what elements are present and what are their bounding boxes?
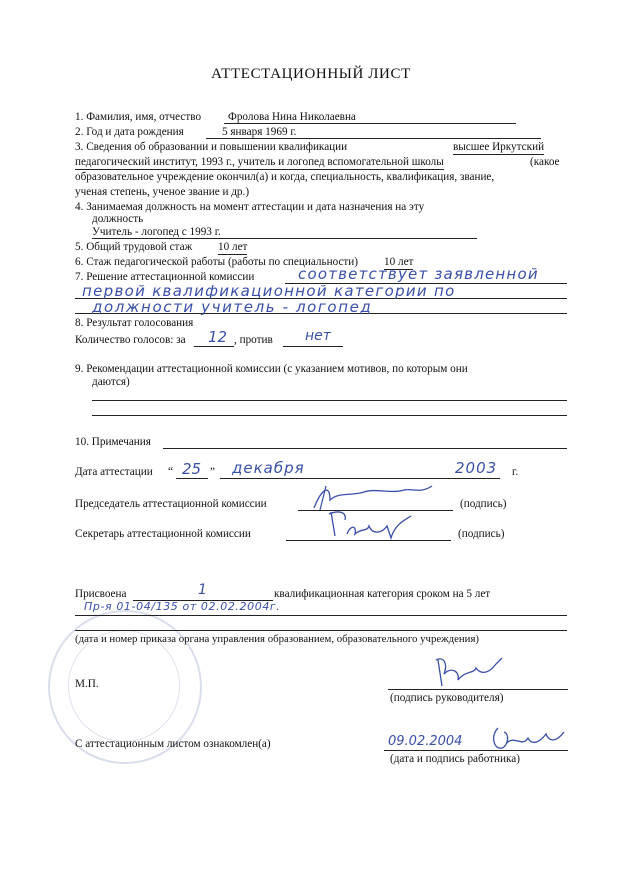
order-line-2: [75, 630, 567, 631]
item7-handwritten-2: первой квалификационной категории по: [82, 282, 456, 300]
item1-value: Фролова Нина Николаевна: [228, 111, 356, 123]
votes-against-value: нет: [305, 328, 331, 344]
item3-line4: ученая степень, ученое звание и др.): [75, 186, 250, 198]
chair-sign-caption: (подпись): [460, 498, 507, 510]
assigned-label: Присвоена: [75, 588, 127, 600]
item9-line1: 9. Рекомендации аттестационной комиссии (с указанием мотивов, по которым они: [75, 363, 468, 375]
date-open-quote: “: [168, 466, 173, 478]
item3-line1: 3. Сведения об образовании и повышении квалификации: [75, 141, 348, 153]
secretary-signature: [325, 506, 415, 546]
item4-line2: должность: [92, 213, 144, 225]
item3-value-1: высшее Иркутский: [453, 141, 545, 153]
item3-line2-rest: (какое: [530, 156, 560, 168]
votes-label: Количество голосов: за: [75, 334, 186, 346]
item5-value: 10 лет: [218, 241, 248, 253]
acquainted-caption: (дата и подпись работника): [390, 753, 520, 765]
item9-line2: даются): [92, 376, 130, 388]
acquainted-label: С аттестационным листом ознакомлен(а): [75, 738, 271, 750]
item6-value: 10 лет: [384, 256, 414, 268]
item9-line-b: [92, 415, 567, 416]
item9-line-a: [92, 400, 567, 401]
mp-label: М.П.: [75, 678, 99, 690]
item7-label: 7. Решение аттестационной комиссии: [75, 271, 255, 283]
date-day: 25: [182, 460, 202, 478]
secretary-label: Секретарь аттестационной комиссии: [75, 528, 251, 540]
item1-label: 1. Фамилия, имя, отчество: [75, 111, 202, 123]
item3-line3: образовательное учреждение окончил(а) и когда, специальность, квалификация, звание,: [75, 171, 495, 183]
item7-handwritten-3: должности учитель - логопед: [92, 298, 373, 316]
date-month: декабря: [232, 459, 305, 477]
head-signature: [430, 650, 510, 690]
item4-line1: 4. Занимаемая должность на момент аттестации и дата назначения на эту: [75, 201, 425, 213]
assigned-rest: квалификационная категория сроком на 5 лет: [274, 588, 491, 600]
votes-for-value: 12: [208, 328, 228, 346]
item3-value-2: педагогический институт, 1993 г., учитель и логопед вспомогательной школы: [75, 156, 444, 168]
item2-value: 5 января 1969 г.: [222, 126, 297, 138]
order-line-1: [75, 615, 567, 616]
date-year: 2003: [455, 459, 498, 477]
item10-line: [163, 448, 567, 449]
item7-handwritten-1: соответствует заявленной: [298, 265, 539, 283]
employee-signature: [488, 722, 568, 756]
assigned-category: 1: [198, 582, 207, 598]
item10-label: 10. Примечания: [75, 436, 151, 448]
date-close-quote: ”: [210, 466, 215, 478]
item8-label: 8. Результат голосования: [75, 317, 194, 329]
order-handwritten: Пр-я 01-04/135 от 02.02.2004г.: [84, 600, 281, 613]
item5-label: 5. Общий трудовой стаж: [75, 241, 193, 253]
chair-label: Председатель аттестационной комиссии: [75, 498, 267, 510]
item2-label: 2. Год и дата рождения: [75, 126, 184, 138]
date-label: Дата аттестации: [75, 466, 153, 478]
order-caption: (дата и номер приказа органа управления образованием, образовательного учреждения): [75, 633, 480, 645]
date-day-line: [176, 478, 208, 479]
item6-label: 6. Стаж педагогической работы (работы по специальности): [75, 256, 359, 268]
votes-against-line: [283, 346, 343, 347]
votes-for-line: [194, 346, 234, 347]
date-suffix: г.: [512, 466, 519, 478]
document-title: АТТЕСТАЦИОННЫЙ ЛИСТ: [211, 66, 411, 82]
secretary-sign-caption: (подпись): [458, 528, 505, 540]
votes-against-label: , против: [234, 334, 273, 346]
head-sign-caption: (подпись руководителя): [390, 692, 504, 704]
acquainted-date: 09.02.2004: [388, 734, 463, 749]
item4-value: Учитель - логопед с 1993 г.: [92, 226, 221, 238]
